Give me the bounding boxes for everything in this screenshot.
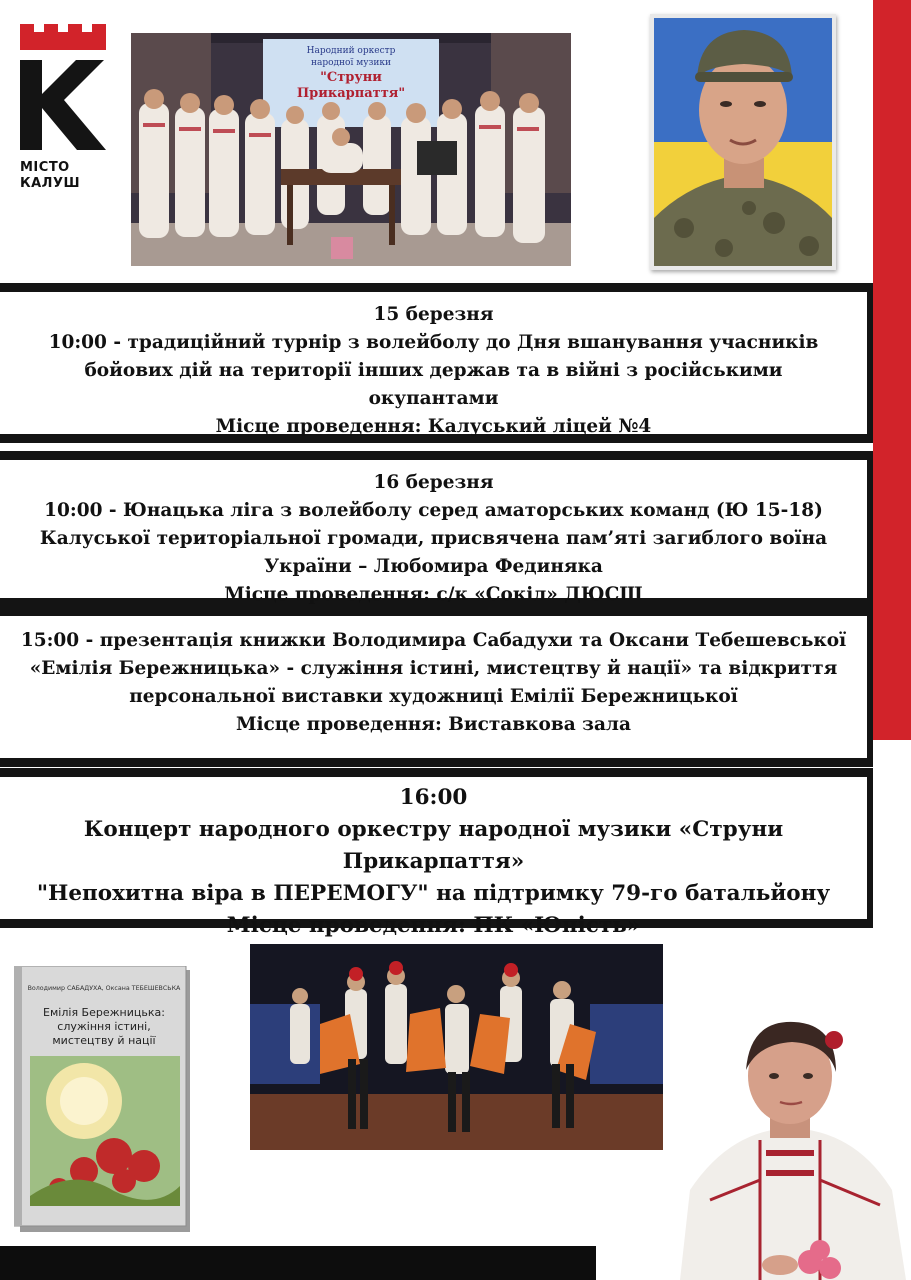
book-title-2: служіння істині, xyxy=(57,1020,151,1033)
event-block-concert xyxy=(0,768,873,938)
event-1-line-2: бойових дій на території інших держав та в війні з російськими xyxy=(84,360,783,381)
event-3-content xyxy=(0,616,867,739)
event-2-date: 16 березня xyxy=(373,472,494,493)
book-authors: Володимир САБАДУХА, Оксана ТЕБЕШЕВСЬКА xyxy=(27,985,181,992)
event-2-line-1: 10:00 - Юнацька ліга з волейболу серед аматорських команд (Ю 15-18) xyxy=(44,500,823,521)
event-3-line-2: «Емілія Бережницька» - служіння істині, мистецтву й нації» та відкриття xyxy=(29,658,838,679)
banner-line-1: Народний оркестр xyxy=(306,46,396,56)
event-4-place: Місце проведення: ПК «Юність» xyxy=(226,913,641,938)
event-1-content xyxy=(0,292,867,441)
event-4-content xyxy=(0,777,867,942)
kalush-logo-icon xyxy=(18,20,108,160)
event-4-line-1: Концерт народного оркестру народної музики «Струни Прикарпаття» xyxy=(83,817,784,874)
logo-caption xyxy=(20,160,80,192)
soldier-portrait xyxy=(650,14,836,270)
bottom-black-bar xyxy=(0,1246,596,1280)
event-1-date: 15 березня xyxy=(373,304,494,325)
banner-line-3: "Струни xyxy=(320,70,382,85)
artist-portrait xyxy=(670,1010,911,1280)
event-3-line-1: 15:00 - презентація книжки Володимира Сабадухи та Оксани Тебешевської xyxy=(20,630,847,651)
event-2-line-3: України – Любомира Фединяка xyxy=(264,556,603,577)
book-cover-image xyxy=(14,966,194,1234)
banner-line-4: Прикарпаття" xyxy=(296,86,406,101)
book-title-3: мистецтву й нації xyxy=(52,1034,156,1047)
event-block-youth-volleyball-league xyxy=(0,451,873,607)
book-title-1: Емілія Бережницька: xyxy=(43,1006,165,1019)
event-2-line-2: Калуської територіальної громади, присвячена пам’яті загиблого воїна xyxy=(39,528,828,549)
logo-line-2: КАЛУШ xyxy=(20,176,81,191)
event-1-line-1: 10:00 - традиційний турнір з волейболу до Дня вшанування учасників xyxy=(48,332,819,353)
event-1-line-3: окупантами xyxy=(368,388,499,409)
event-block-volleyball-tournament xyxy=(0,283,873,443)
orchestra-photo xyxy=(131,33,571,266)
event-1-place: Місце проведення: Калуський ліцей №4 xyxy=(215,416,652,437)
event-2-content xyxy=(0,460,867,609)
event-3-line-3: персональної виставки художниці Емілії Бережницької xyxy=(129,686,738,707)
event-block-book-presentation xyxy=(0,607,873,767)
dancers-photo xyxy=(250,944,663,1150)
event-3-place: Місце проведення: Виставкова зала xyxy=(236,714,631,735)
event-4-line-2: "Непохитна віра в ПЕРЕМОГУ" на підтримку 79-го батальйону xyxy=(36,881,831,906)
event-4-time: 16:00 xyxy=(399,785,468,810)
event-2-place: Місце проведення: с/к «Сокіл» ДЮСШ xyxy=(224,584,643,605)
logo-line-1: МІСТО xyxy=(20,160,70,175)
banner-line-2: народної музики xyxy=(310,58,392,68)
red-accent-strip xyxy=(873,0,911,740)
